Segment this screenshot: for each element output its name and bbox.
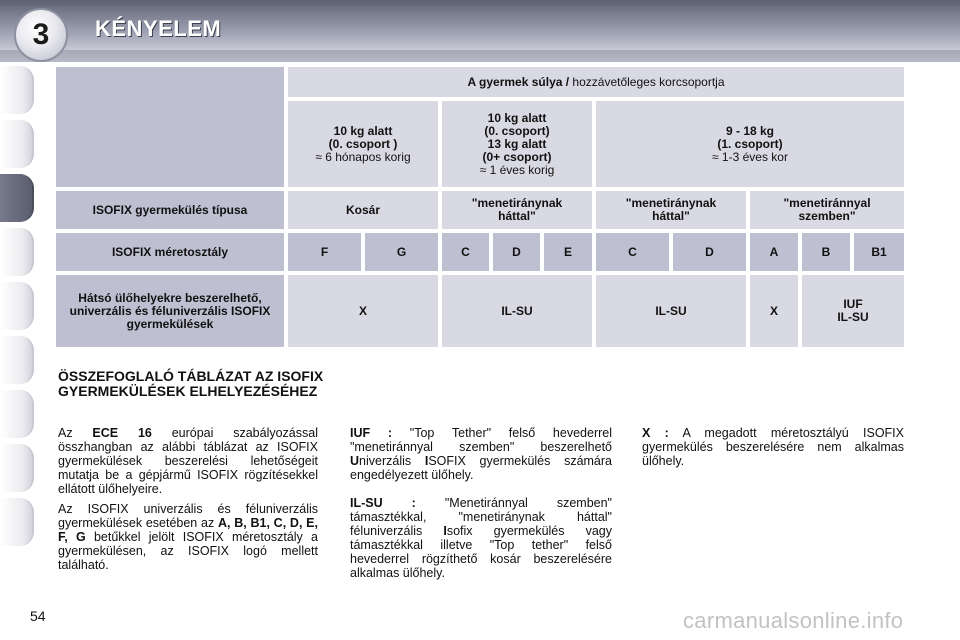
size-cell: E xyxy=(544,233,592,271)
x-definition: X : A megadott méretosztályú ISOFIX gyermekülés beszerelésére nem alkalmas ülőhely. xyxy=(642,426,904,468)
size-cell: A xyxy=(750,233,798,271)
text-column-2 xyxy=(350,426,612,586)
weight-header: A gyermek súlya / hozzávetőleges korcsoportja xyxy=(288,67,904,97)
type-rear-facing-1: "menetiránynak háttal" xyxy=(442,191,592,229)
chapter-tabs xyxy=(0,66,34,576)
watermark: carmanualsonline.info xyxy=(683,608,904,633)
size-cell: D xyxy=(673,233,746,271)
chapter-tab-9[interactable] xyxy=(0,498,34,546)
row-label-type: ISOFIX gyermekülés típusa xyxy=(56,191,284,229)
chapter-tab-5[interactable] xyxy=(0,282,34,330)
rear-value-group1-rear: IL-SU xyxy=(596,275,746,347)
page-number: 54 xyxy=(30,608,46,624)
text-column-3 xyxy=(642,426,904,474)
summary-title: ÖSSZEFOGLALÓ TÁBLÁZAT AZ ISOFIX GYERMEKÜLÉSEK ELHELYEZÉSÉHEZ xyxy=(58,368,324,399)
row-label-rear-seats: Hátsó ülőhelyekre beszerelhető, univerzális és féluniverzális ISOFIX gyermekülések xyxy=(56,275,284,347)
rear-value-group1-b1: IUF IL-SU xyxy=(802,275,904,347)
chapter-tab-8[interactable] xyxy=(0,444,34,492)
rear-value-group0plus: IL-SU xyxy=(442,275,592,347)
chapter-title: KÉNYELEM xyxy=(95,16,222,41)
chapter-tab-7[interactable] xyxy=(0,390,34,438)
chapter-tab-3-active[interactable] xyxy=(0,174,34,222)
row-label-size: ISOFIX méretosztály xyxy=(56,233,284,271)
size-cell: G xyxy=(365,233,438,271)
chapter-number-badge: 3 xyxy=(14,8,68,62)
ilsu-definition: IL-SU : "Menetiránnyal szemben" támasztékkal, "menetiránynak háttal" féluniverzális Isofix gyermekülés vagy támasztékkal illetve "Top tether" felső hevederrel rögzíthető kosár beszerelésére alkalmas ülőhely. xyxy=(350,496,612,580)
size-cell: B1 xyxy=(854,233,904,271)
size-cell: C xyxy=(442,233,489,271)
type-basket: Kosár xyxy=(288,191,438,229)
group-1: 9 - 18 kg (1. csoport) ≈ 1-3 éves kor xyxy=(596,101,904,187)
table-corner xyxy=(56,67,284,187)
iuf-definition: IUF : "Top Tether" felső hevederrel "menetiránnyal szemben" beszerelhető Univerzális ISOFIX gyermekülés számára engedélyezett ülőhely. xyxy=(350,426,612,482)
size-cell: F xyxy=(288,233,361,271)
size-cell: B xyxy=(802,233,850,271)
rear-value-group0: X xyxy=(288,275,438,347)
type-forward-facing: "menetiránnyal szemben" xyxy=(750,191,904,229)
chapter-tab-1[interactable] xyxy=(0,66,34,114)
intro-paragraph: Az ECE 16 európai szabályozással összhangban az alábbi táblázat az ISOFIX gyermekülések beszerelési lehetőségeit mutatja be a gépjármű ISOFIX rögzítésekkel ellátott ülőhelyeire. xyxy=(58,426,318,496)
chapter-tab-6[interactable] xyxy=(0,336,34,384)
text-column-1 xyxy=(58,426,318,578)
size-cell: C xyxy=(596,233,669,271)
size-cell: D xyxy=(493,233,540,271)
isofix-table xyxy=(56,67,904,347)
group-0: 10 kg alatt (0. csoport ) ≈ 6 hónapos korig xyxy=(288,101,438,187)
group-0plus: 10 kg alatt (0. csoport) 13 kg alatt (0+ csoport) ≈ 1 éves korig xyxy=(442,101,592,187)
chapter-tab-2[interactable] xyxy=(0,120,34,168)
type-rear-facing-2: "menetiránynak háttal" xyxy=(596,191,746,229)
rear-value-group1-ab: X xyxy=(750,275,798,347)
size-class-paragraph: Az ISOFIX univerzális és féluniverzális gyermekülések esetében az A, B, B1, C, D, E, F, G betűkkel jelölt ISOFIX méretosztály a gyermekülésen, az ISOFIX logó mellett található. xyxy=(58,502,319,572)
chapter-tab-4[interactable] xyxy=(0,228,34,276)
chapter-header xyxy=(0,0,960,62)
